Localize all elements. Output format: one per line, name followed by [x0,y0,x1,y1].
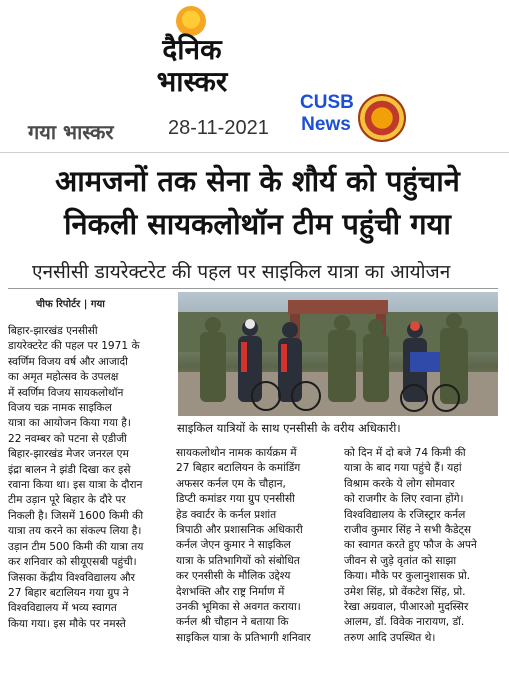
body-line: डायरेक्टरेट की पहल पर 1971 के [8,340,140,353]
body-line: यात्रा के प्रतिभागियों को संबोधित [176,554,300,567]
body-line: विश्वविद्यालय में भव्य स्वागत [8,602,117,615]
body-line: जिसका केंद्रीय विश्वविद्यालय और [8,571,135,584]
dainik-bhaskar-logo [136,6,248,106]
body-line: विजय चक्र नामक साइकिल [8,402,112,415]
body-line: रेखा अग्रवाल, पीआरओ मुदस्सिर [344,601,469,614]
byline: चीफ रिपोर्टर | गया [36,299,105,310]
body-line: कर शनिवार को सीयूएसबी पहुंची। [8,556,137,569]
body-line: में स्वर्णिम विजय सायकलोथॉन [8,386,124,399]
body-line: कर्नल जेएन कुमार ने साइकिल [176,539,291,552]
subheadline: एनसीसी डायरेक्टरेट की पहल पर साइकिल यात्रा का आयोजन [32,261,451,283]
logo-sun-icon [176,6,206,36]
body-line: तरुण आदि उपस्थित थे। [344,631,436,644]
body-line: यात्रा का आयोजन किया गया है। [8,417,131,430]
body-line: साइकिल यात्रा के प्रतिभागी शनिवार [176,631,311,644]
body-line: रवाना किया था। इस यात्रा के दौरान [8,479,143,492]
logo-text-line2: भास्कर [156,65,228,98]
body-line: कर एनसीसी के मौलिक उद्देश्य [176,570,291,583]
body-line: हेड क्वार्टर के कर्नल प्रशांत [176,508,277,521]
headline-line2: निकली सायकलोथॉन टीम पहुंची गया [64,207,451,241]
body-line: किया गया। इस मौके पर नमस्ते [8,617,126,630]
body-line: उमेश सिंह, प्रो वेंकटेश सिंह, प्रो. [344,585,466,598]
body-line: को दिन में दो बजे 74 किमी की [344,447,466,459]
body-line: यात्रा के बाद गया पहुंचे हैं। यहां [344,462,462,475]
body-line: सायकलोथोन नामक कार्यक्रम में [176,447,297,459]
body-line: 22 नवम्बर को पटना से एडीजी [8,432,127,445]
body-line: आलम, डॉ. विवेक नारायण, डॉ. [344,616,465,629]
university-seal-icon [358,94,406,142]
body-line: यात्रा तय करने का संकल्प लिया है। [8,525,142,538]
badge-line2: News [301,114,351,135]
body-line: 27 बिहार बटालियन गया ग्रुप ने [8,586,129,599]
body-line: का स्वागत करते हुए फौज के अपने [344,539,477,552]
body-line: देशभक्ति और राष्ट्र निर्माण में [176,585,285,598]
body-line: विश्राम करके ये लोग सोमवार [344,477,455,490]
subheadline-divider [8,288,498,289]
body-line: इंद्रा बालन ने झंडी दिखा कर इसे [8,463,131,476]
body-line: उड़ान टीम 500 किमी की यात्रा तय [8,540,144,553]
body-line: का अमृत महोत्सव के उपलक्ष [8,371,119,384]
masthead-divider [0,152,509,153]
headline-line1: आमजनों तक सेना के शौर्य को पहुंचाने [55,164,460,198]
headline [10,160,505,246]
body-line: बिहार-झारखंड एनसीसी [8,325,98,337]
cusb-news-badge [300,92,352,136]
article-column-3 [344,446,502,646]
body-line: बिहार-झारखंड मेजर जनरल एम [8,448,129,461]
news-photo [178,292,498,416]
edition-name: गया भास्कर [28,120,114,144]
body-line: जीवन से जुड़े वृतांत को साझा [344,554,457,567]
body-line: डिप्टी कमांडर गया ग्रुप एनसीसी [176,493,295,506]
body-line: 27 बिहार बटालियन के कमांडिंग [176,462,301,475]
body-line: राजीव कुमार सिंह ने सभी कैडेट्स [344,524,472,537]
publication-date: 28-11-2021 [168,117,269,139]
body-line: उनकी भूमिका से अवगत कराया। [176,601,301,614]
photo-caption: साइकिल यात्रियों के साथ एनसीसी के वरीय अधिकारी। [177,421,401,435]
article-column-1 [8,324,166,632]
body-line: निकली है। जिसमें 1600 किमी की [8,509,144,522]
photo-illustration [178,292,498,416]
logo-text-line1: दैनिक [162,33,222,66]
body-line: किया। मौके पर कुलानुशासक प्रो. [344,570,471,583]
body-line: कर्नल श्री चौहान ने बताया कि [176,616,289,629]
badge-line1: CUSB [300,92,354,113]
body-line: टीम उड़ान पूरे बिहार के दौरे पर [8,494,126,507]
article-column-2 [176,446,336,646]
body-line: को राजगीर के लिए रवाना होंगे। [344,493,464,506]
body-line: स्वर्णिम विजय वर्ष और आजादी [8,355,128,368]
body-line: अफसर कर्नल एम के चौहान, [176,477,286,490]
body-line: विश्वविद्यालय के रजिस्ट्रार कर्नल [344,508,466,521]
body-line: त्रिपाठी और प्रशासनिक अधिकारी [176,524,303,537]
